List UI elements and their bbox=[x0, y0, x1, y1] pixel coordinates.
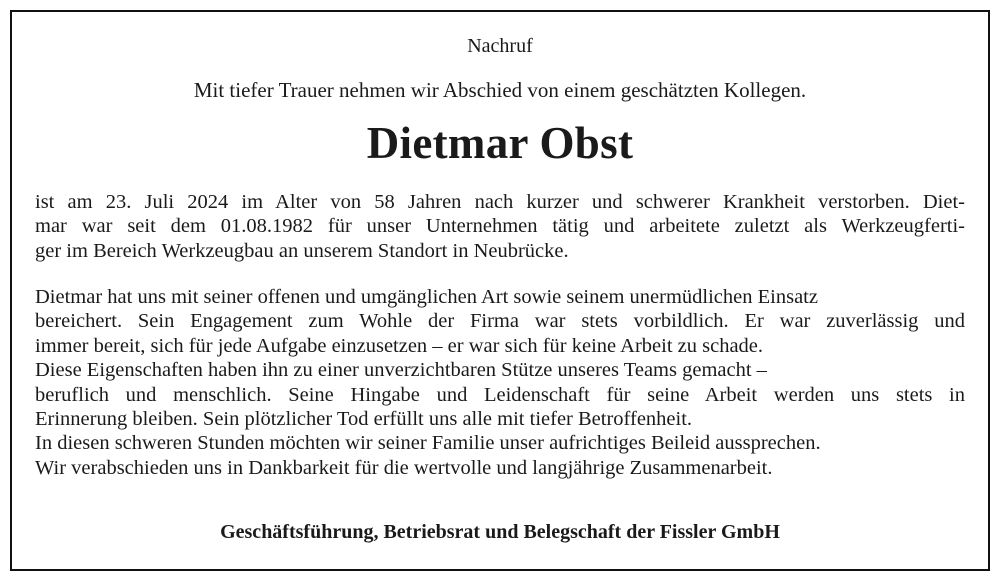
paragraph-line: bereichert. Sein Engagement zum Wohle der Firma war stets vorbildlich. Er war zuverlässig und bbox=[35, 310, 965, 333]
paragraph-line: immer bereit, sich für jede Aufgabe einzusetzen – er war sich für keine Arbeit zu schade. bbox=[35, 334, 764, 357]
notice-header: Nachruf bbox=[467, 35, 533, 57]
paragraph-line: mar war seit dem 01.08.1982 für unser Unternehmen tätig und arbeitete zuletzt als Werkzeugferti- bbox=[35, 215, 965, 238]
paragraph-line: ger im Bereich Werkzeugbau an unserem Standort in Neubrücke. bbox=[35, 239, 569, 262]
paragraph-line: Wir verabschieden uns in Dankbarkeit für die wertvolle und langjährige Zusammenarbeit. bbox=[35, 456, 773, 479]
deceased-name: Dietmar Obst bbox=[366, 118, 634, 168]
signature-line: Geschäftsführung, Betriebsrat und Belegschaft der Fissler GmbH bbox=[220, 521, 780, 543]
paragraph-line: ist am 23. Juli 2024 im Alter von 58 Jahren nach kurzer und schwerer Krankheit verstorben. Diet- bbox=[35, 191, 965, 213]
paragraph-line: In diesen schweren Stunden möchten wir seiner Familie unser aufrichtiges Beileid aussprechen. bbox=[35, 432, 821, 455]
obituary-notice bbox=[10, 10, 990, 571]
intro-sentence: Mit tiefer Trauer nehmen wir Abschied von einem geschätzten Kollegen. bbox=[193, 78, 807, 102]
paragraph-tribute bbox=[35, 285, 965, 480]
paragraph-line: Diese Eigenschaften haben ihn zu einer unverzichtbaren Stütze unseres Teams gemacht – bbox=[35, 359, 767, 382]
paragraph-line: Erinnerung bleiben. Sein plötzlicher Tod erfüllt uns alle mit tiefer Betroffenheit. bbox=[35, 408, 693, 431]
paragraph-line: beruflich und menschlich. Seine Hingabe und Leidenschaft für seine Arbeit werden uns stets in bbox=[35, 383, 965, 406]
paragraph-details bbox=[35, 190, 965, 263]
paragraph-line: Dietmar hat uns mit seiner offenen und umgänglichen Art sowie seinem unermüdlichen Einsatz bbox=[35, 286, 818, 308]
